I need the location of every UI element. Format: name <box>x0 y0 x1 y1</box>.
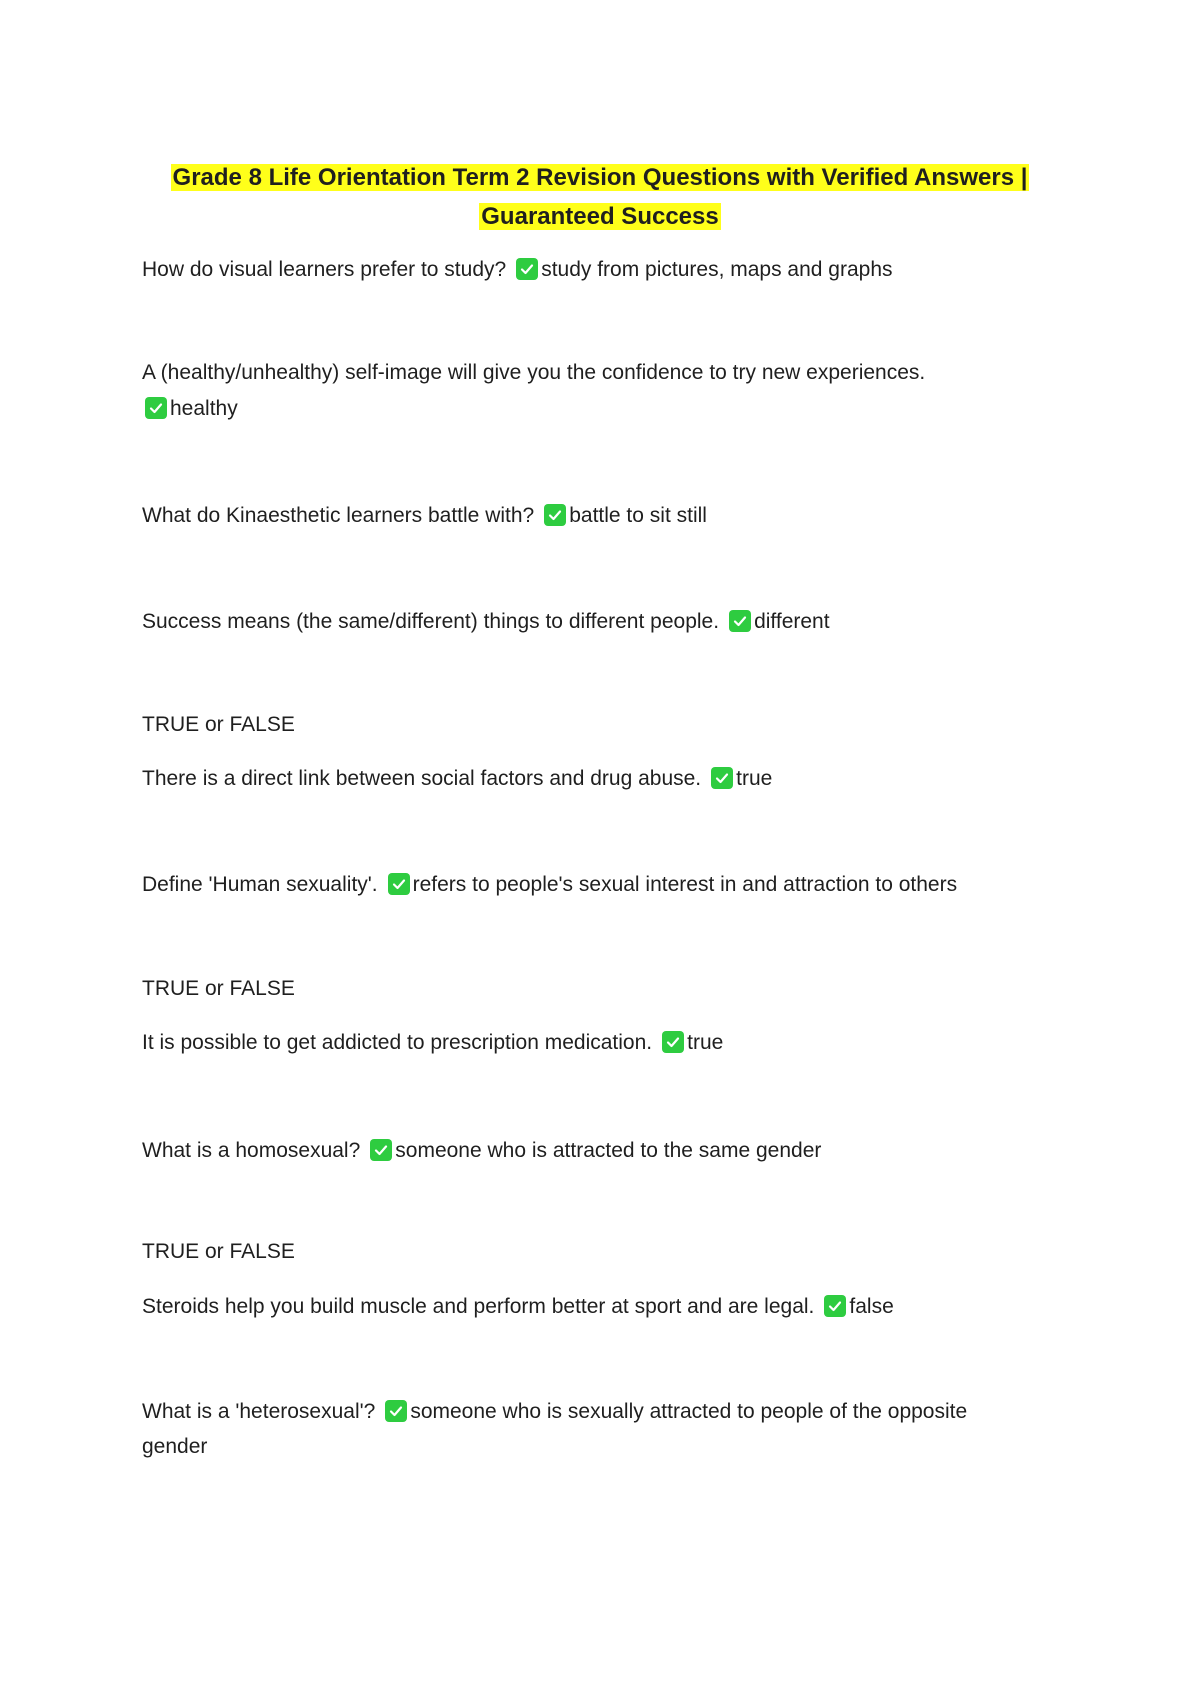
check-mark-icon <box>388 873 410 895</box>
title-line-2: Guaranteed Success <box>481 203 719 230</box>
question-text: It is possible to get addicted to prescription medication. <box>142 1031 653 1054</box>
title-line-1: Grade 8 Life Orientation Term 2 Revision Questions with Verified Answers | <box>172 164 1028 191</box>
answer-text: someone who is attracted to the same gender <box>395 1139 822 1162</box>
answer-text: battle to sit still <box>569 504 707 527</box>
qa-item-6 <box>142 867 1062 903</box>
answer-text: true <box>736 767 773 790</box>
qa-item-3 <box>142 498 1062 534</box>
question-text: A (healthy/unhealthy) self-image will give you the confidence to try new experiences. <box>142 361 926 384</box>
check-mark-icon <box>370 1139 392 1161</box>
check-mark-icon <box>385 1400 407 1422</box>
check-mark-icon <box>824 1295 846 1317</box>
question-text: How do visual learners prefer to study? <box>142 258 507 281</box>
question-text: Success means (the same/different) things to different people. <box>142 610 720 633</box>
answer-text: true <box>687 1031 724 1054</box>
answer-text: someone who is sexually attracted to people of the opposite <box>410 1400 968 1423</box>
check-mark-icon <box>711 767 733 789</box>
qa-item-2-answer <box>142 391 1062 427</box>
question-text: What is a 'heterosexual'? <box>142 1400 376 1423</box>
qa-item-5-prefix <box>142 707 1062 743</box>
qa-item-10-cont <box>142 1429 1062 1465</box>
check-mark-icon <box>516 258 538 280</box>
true-false-label: TRUE or FALSE <box>142 977 295 1000</box>
answer-text: healthy <box>170 397 238 420</box>
true-false-label: TRUE or FALSE <box>142 1240 295 1263</box>
qa-item-7 <box>142 1025 1062 1061</box>
check-mark-icon <box>145 397 167 419</box>
check-mark-icon <box>662 1031 684 1053</box>
answer-text: false <box>849 1295 894 1318</box>
qa-item-9 <box>142 1289 1062 1325</box>
answer-text: refers to people's sexual interest in and attraction to others <box>412 873 958 896</box>
qa-item-9-prefix <box>142 1234 1062 1270</box>
check-mark-icon <box>729 610 751 632</box>
qa-item-1 <box>142 252 1062 288</box>
qa-item-5 <box>142 761 1062 797</box>
question-text: There is a direct link between social factors and drug abuse. <box>142 767 702 790</box>
question-text: What do Kinaesthetic learners battle with? <box>142 504 535 527</box>
question-text: Define 'Human sexuality'. <box>142 873 378 896</box>
question-text: Steroids help you build muscle and perform better at sport and are legal. <box>142 1295 815 1318</box>
document-title <box>0 158 1200 236</box>
answer-text-continued: gender <box>142 1435 208 1458</box>
true-false-label: TRUE or FALSE <box>142 713 295 736</box>
qa-item-10 <box>142 1394 1062 1430</box>
qa-item-2 <box>142 355 1062 391</box>
qa-item-7-prefix <box>142 971 1062 1007</box>
qa-item-8 <box>142 1133 1062 1169</box>
qa-item-4 <box>142 604 1062 640</box>
answer-text: study from pictures, maps and graphs <box>541 258 893 281</box>
check-mark-icon <box>544 504 566 526</box>
question-text: What is a homosexual? <box>142 1139 361 1162</box>
answer-text: different <box>754 610 830 633</box>
